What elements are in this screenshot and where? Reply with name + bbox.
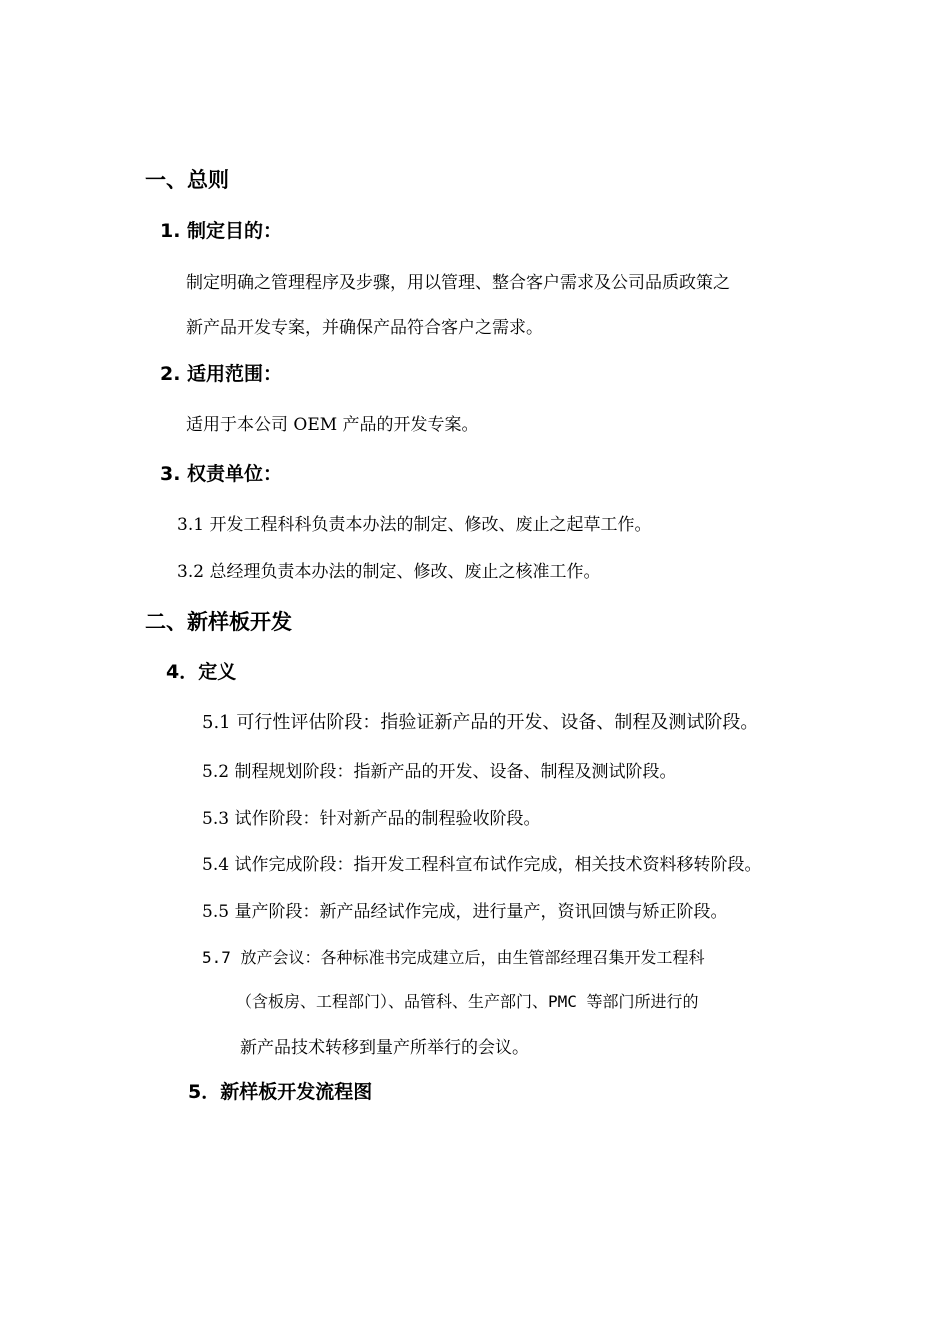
heading-scope: 2. 适用范围： <box>160 363 283 385</box>
definition-5-7-line-3: 新产品技术转移到量产所举行的会议。 <box>240 1038 529 1058</box>
definition-5-4: 5.4 试作完成阶段：指开发工程科宣布试作完成，相关技术资料移转阶段。 <box>202 855 762 875</box>
purpose-text-line-1: 制定明确之管理程序及步骤，用以管理、整合客户需求及公司品质政策之 <box>186 273 730 293</box>
heading-responsibility: 3. 权责单位： <box>160 463 283 485</box>
definition-5-7-line-1: 5.7 放产会议：各种标准书完成建立后，由生管部经理召集开发工程科 <box>202 948 705 967</box>
heading-flowchart: 5．新样板开发流程图 <box>188 1081 373 1103</box>
heading-definitions: 4．定义 <box>166 661 237 683</box>
definition-5-7-line-2: （含板房、工程部门）、品管科、生产部门、PMC 等部门所进行的 <box>236 992 699 1011</box>
section-1-title: 一、总则 <box>145 168 229 192</box>
responsibility-3-2: 3.2 总经理负责本办法的制定、修改、废止之核准工作。 <box>177 562 601 582</box>
responsibility-3-1: 3.1 开发工程科科负责本办法的制定、修改、废止之起草工作。 <box>177 515 652 535</box>
purpose-text-line-2: 新产品开发专案，并确保产品符合客户之需求。 <box>186 318 543 338</box>
definition-5-3: 5.3 试作阶段：针对新产品的制程验收阶段。 <box>202 809 541 829</box>
definition-5-2: 5.2 制程规划阶段：指新产品的开发、设备、制程及测试阶段。 <box>202 762 677 782</box>
section-2-title: 二、新样板开发 <box>145 610 292 634</box>
heading-purpose: 1. 制定目的： <box>160 220 283 242</box>
definition-5-1: 5.1 可行性评估阶段：指验证新产品的开发、设备、制程及测试阶段。 <box>202 712 759 733</box>
definition-5-5: 5.5 量产阶段：新产品经试作完成，进行量产，资讯回馈与矫正阶段。 <box>202 902 728 922</box>
scope-text: 适用于本公司 OEM 产品的开发专案。 <box>186 415 479 435</box>
